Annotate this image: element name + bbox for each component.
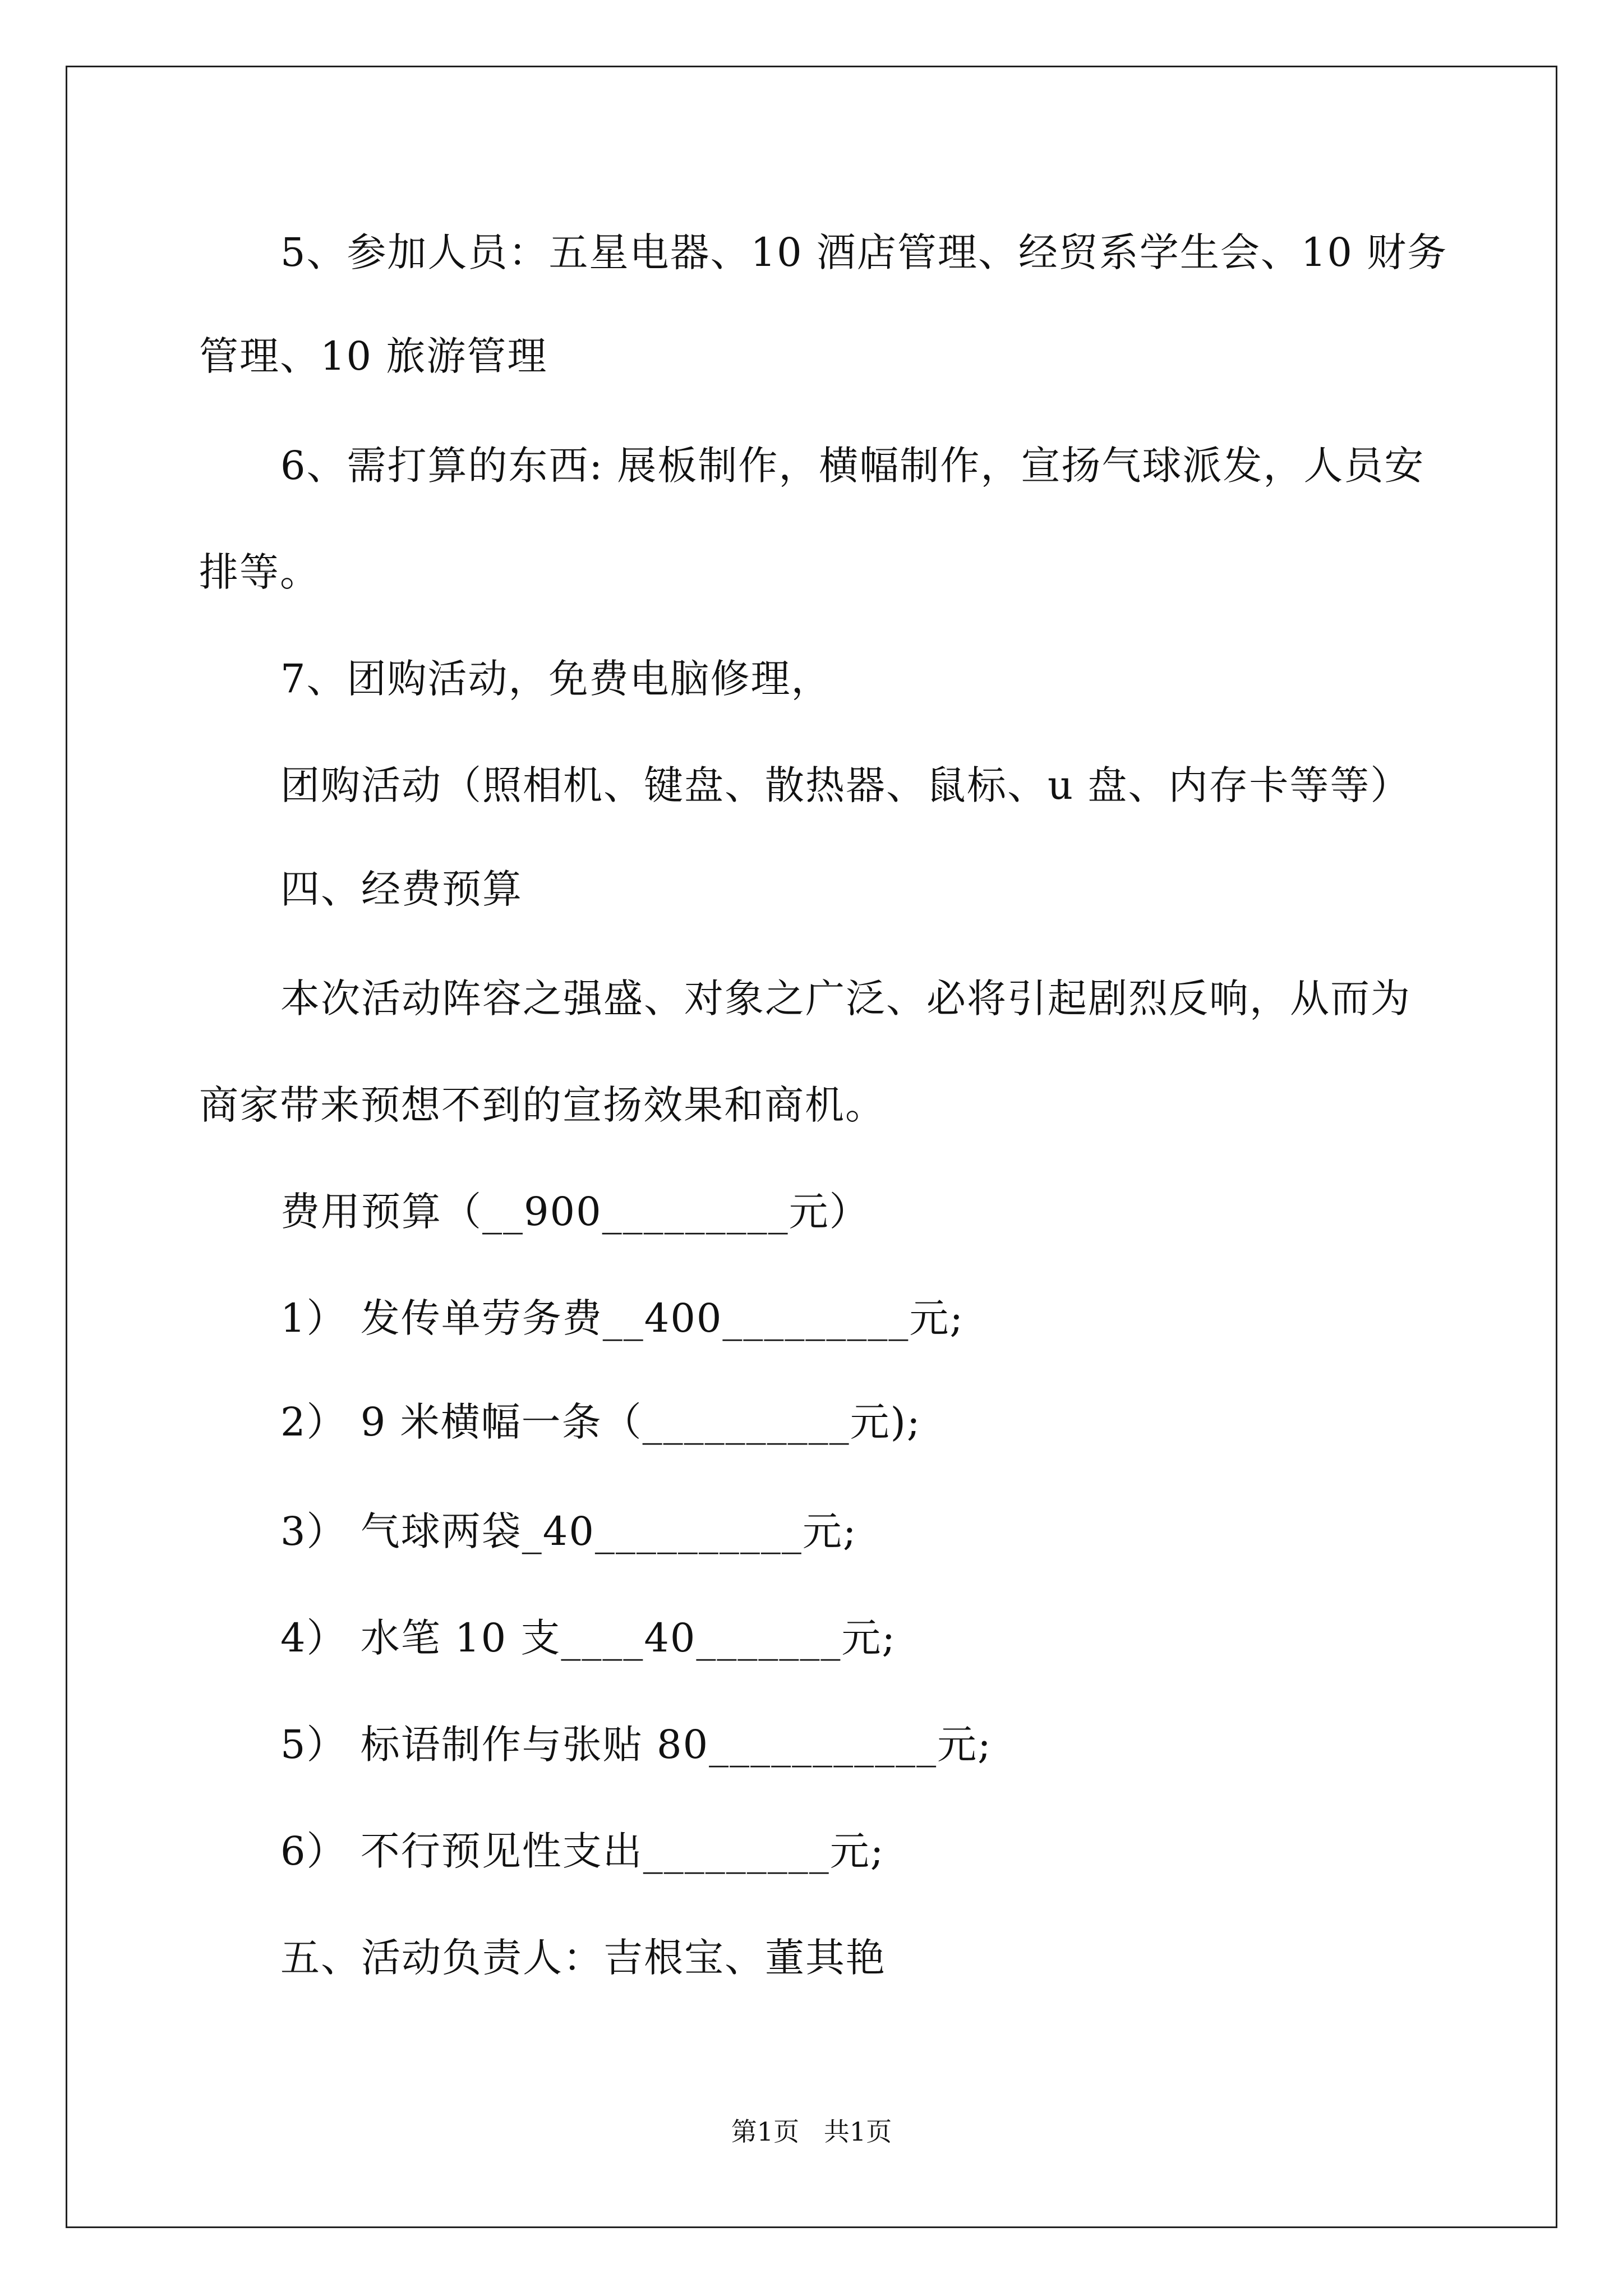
paragraph-line: 5、参加人员：五星电器、10 酒店管理、经贸系学生会、10 财务 (280, 229, 1448, 275)
budget-item: 3） 气球两袋_40__________元; (280, 1508, 857, 1554)
budget-item: 6） 不行预见性支出_________元; (280, 1828, 885, 1874)
section-heading: 五、活动负责人：吉根宝、董其艳 (280, 1935, 886, 1981)
paragraph-line: 排等。 (199, 549, 320, 595)
budget-total: 费用预算（__900_________元） (280, 1189, 870, 1235)
page-footer: 第1页 共1页 (731, 2116, 892, 2147)
section-heading: 四、经费预算 (280, 866, 523, 912)
paragraph-line: 管理、10 旅游管理 (199, 333, 548, 379)
budget-item: 2） 9 米横幅一条（__________元); (280, 1399, 921, 1445)
paragraph-line: 团购活动（照相机、键盘、散热器、鼠标、u 盘、内存卡等等） (280, 762, 1411, 808)
paragraph-line: 6、需打算的东西: 展板制作，横幅制作，宣扬气球派发，人员安 (280, 443, 1425, 489)
budget-item: 4） 水笔 10 支____40_______元; (280, 1615, 897, 1661)
budget-item: 1） 发传单劳务费__400_________元; (280, 1295, 964, 1341)
paragraph-line: 本次活动阵容之强盛、对象之广泛、必将引起剧烈反响，从而为 (280, 976, 1411, 1022)
budget-item: 5） 标语制作与张贴 80___________元; (280, 1722, 992, 1768)
paragraph-line: 商家带来预想不到的宣扬效果和商机。 (199, 1082, 886, 1128)
paragraph-line: 7、团购活动，免费电脑修理， (280, 656, 832, 702)
